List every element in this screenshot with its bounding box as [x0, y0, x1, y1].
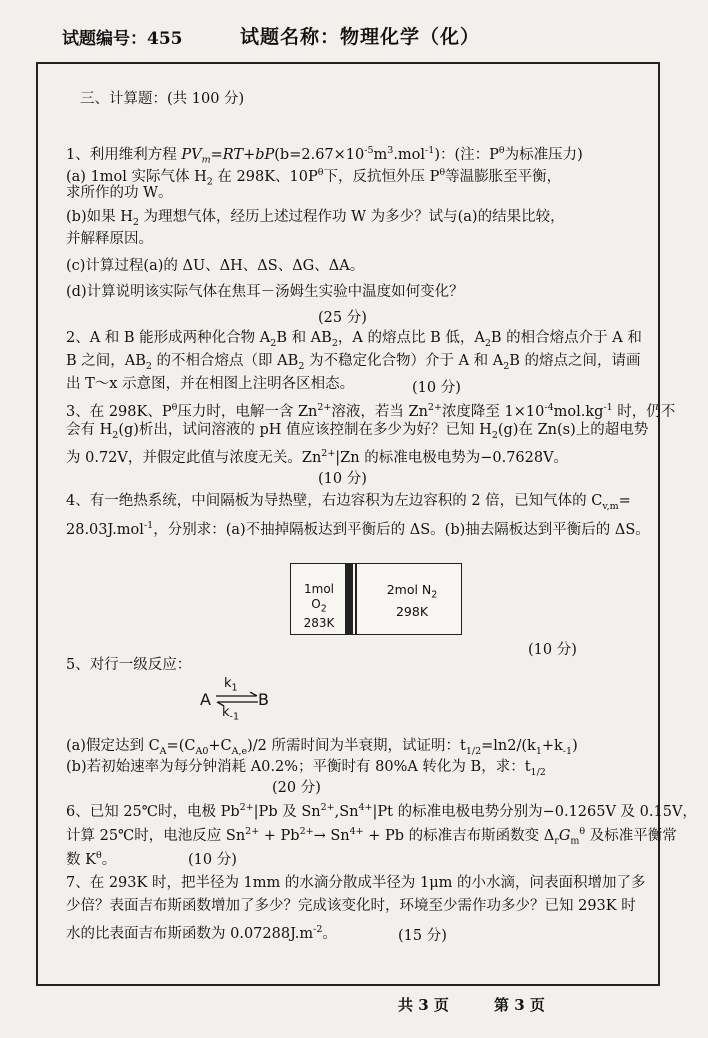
q2-line-1: 2、A 和 B 能形成两种化合物 $A_2B$ 和 $AB_2$，A 的熔点比 B 低，$A_2B$ 的相合熔点介于 A 和: [66, 330, 642, 349]
total-pages: 共 3 页: [398, 996, 449, 1014]
exam-name: 试题名称：物理化学（化）: [240, 26, 481, 48]
q5-line-a: (a)假定达到 $C_A=(C_{A0}+C_{A,e})/2$ 所需时间为半衰期，试证明：$t_{1/2}=\ln 2/(k_1+k_{-1})$: [66, 738, 578, 757]
partition-wall-edge: [355, 564, 357, 634]
q7-line-3: 水的比表面吉布斯函数为 $0.07288J.m^{-2}$。: [66, 924, 337, 942]
left-chamber-label: 1mol $O_2$ 283K: [303, 582, 335, 631]
q3-line-3: 为 0.72V，并假定此值与浓度无关。$Zn^{2+}|Zn$ 的标准电极电势为−0.7628V。: [66, 448, 569, 466]
page-footer: [0, 990, 708, 1020]
current-page: 第 3 页: [494, 996, 545, 1014]
q2-line-3: 出 T～x 示意图，并在相图上注明各区相态。: [66, 376, 355, 392]
q6-score: (10 分): [188, 852, 237, 868]
q2-score: (10 分): [412, 380, 461, 396]
q1-line-2: (a) 1mol 实际气体 $H_2$ 在 298K、$10P^\theta$下，反抗恒外压 $P^\theta$等温膨胀至平衡，: [66, 167, 562, 188]
reverse-rate-constant: $k_{-1}$: [222, 705, 240, 723]
q6-line-2: 计算 25℃时，电池反应 $Sn^{2+} + Pb^{2+}\to Sn^{4+} + Pb$ 的标准吉布斯函数变 $\Delta_rG_m^\theta$ 及标准平衡常: [66, 826, 677, 847]
q1-line-4: (b)如果 $H_2$ 为理想气体，经历上述过程作功 W 为多少？试与(a)的结果比较，: [66, 209, 565, 228]
q1-line-5: 并解释原因。: [66, 231, 153, 247]
q1-line-6: (c)计算过程(a)的 ΔU、ΔH、ΔS、ΔG、ΔA。: [66, 258, 365, 274]
exam-code: 试题编号：455: [62, 29, 183, 49]
reversible-reaction: [200, 676, 290, 726]
q5-line-b: (b)若初始速率为每分钟消耗 A0.2%；平衡时有 80%A 转化为 B，求：$t_{1/2}$: [66, 759, 546, 778]
q1-score: (25 分): [318, 310, 367, 326]
q3-score: (10 分): [318, 471, 367, 487]
q1-line-3: 求所作的功 W。: [66, 185, 173, 201]
section-title: 三、计算题：(共 100 分): [80, 91, 245, 107]
forward-rate-constant: $k_1$: [224, 676, 238, 694]
q6-line-1: 6、已知 25℃时，电极 $Pb^{2+}|Pb$ 及 $Sn^{2+},Sn^{4+}|Pt$ 的标准电极电势分别为−0.1265V 及 0.15V，: [66, 802, 697, 820]
q4-line-2: 28.03J.mol$^{-1}$，分别求：(a)不抽掉隔板达到平衡后的 ΔS。(b)抽去隔板达到平衡后的 ΔS。: [66, 520, 650, 538]
reactant-A: A: [200, 690, 211, 709]
adiabatic-box-diagram: [290, 563, 462, 635]
exam-header: [0, 16, 708, 52]
q6-line-3: 数 $K^\theta$。: [66, 850, 117, 868]
q3-line-1: 3、在 298K、$P^\theta$压力时，电解一含 $Zn^{2+}$溶液，若当 $Zn^{2+}$浓度降至 $1\times 10^{-4}mol.kg^{-1}$ 时，仍不: [66, 402, 676, 420]
q4-line-1: 4、有一绝热系统，中间隔板为导热壁，右边容积为左边容积的 2 倍，已知气体的 $C_{v,m}=$: [66, 493, 631, 512]
q4-score: (10 分): [528, 642, 577, 658]
q5-score: (20 分): [272, 780, 321, 796]
q1-line-1: 1、利用维利方程 $PV_m=RT+bP(b=2.67\times 10^{-5}m^3.mol^{-1})$：(注：$P^\theta$为标准压力): [66, 145, 583, 166]
q2-line-2: B 之间，$AB_2$ 的不相合熔点（即 $AB_2$ 为不稳定化合物）介于 A 和 $A_2B$ 的熔点之间，请画: [66, 353, 641, 372]
q7-line-1: 7、在 293K 时，把半径为 1mm 的水滴分散成半径为 1μm 的小水滴，问表面积增加了多: [66, 875, 646, 891]
partition-wall: [345, 564, 353, 634]
q5-title: 5、对行一级反应：: [66, 657, 192, 673]
q7-line-2: 少倍？表面吉布斯函数增加了多少？完成该变化时，环境至少需作功多少？已知 293K 时: [66, 898, 636, 914]
product-B: B: [258, 690, 269, 709]
q3-line-2: 会有 $H_2(g)$析出，试问溶液的 pH 值应该控制在多少为好？已知 $H_2(g)$在 Zn(s)上的超电势: [66, 422, 649, 441]
q7-score: (15 分): [398, 928, 447, 944]
q1-line-7: (d)计算说明该实际气体在焦耳－汤姆生实验中温度如何变化？: [66, 284, 464, 300]
equilibrium-arrows-icon: [214, 692, 260, 706]
right-chamber-label: 2mol $N_2$ 298K: [386, 582, 438, 619]
